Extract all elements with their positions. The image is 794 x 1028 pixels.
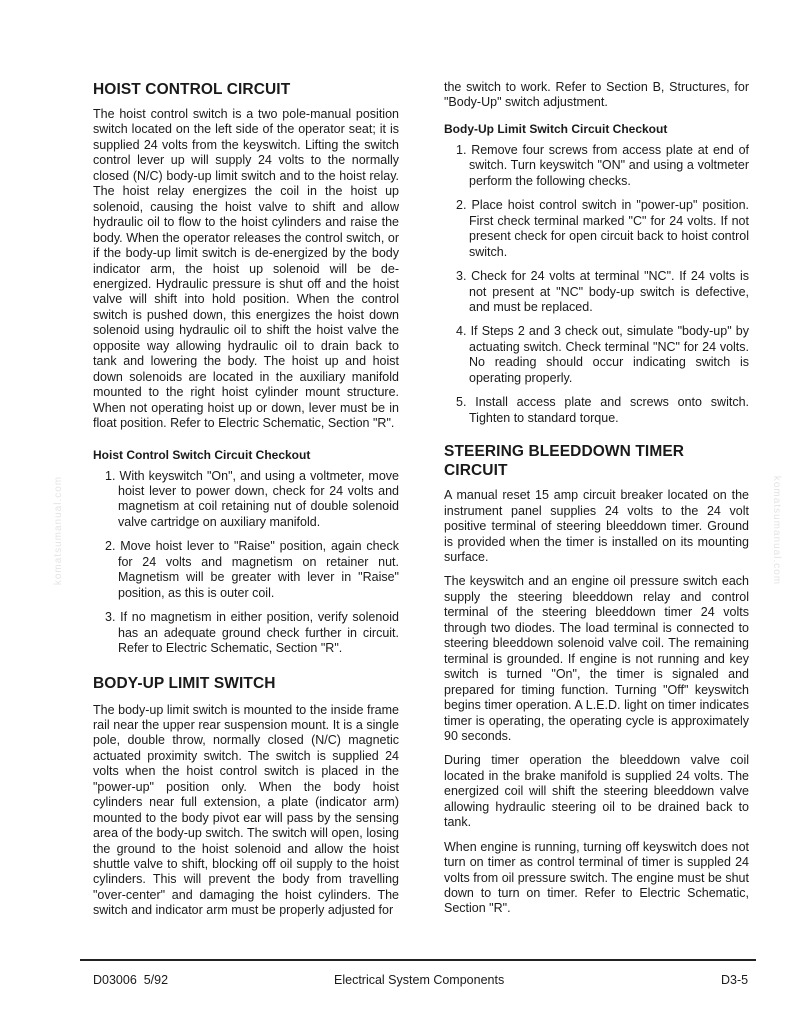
watermark-right: komatsumanual.com	[771, 475, 783, 586]
hoist-control-paragraph: The hoist control switch is a two pole-manual position switch located on the left side of the operator seat; it is supplied 24 volts from the keyswitch. Lifting the switch control lever up will supply 24 volts to the normally closed (N/C) body-up limit switch and to the hoist relay. The hoist relay energizes the coil in the hoist up solenoid, causing the hoist valve to shift and allow hydraulic oil to flow to the hoist cylinders and raise the body. When the operator releases the control switch, or if the body-up limit switch is de-energized by the body indicator arm, the hoist up solenoid will be de-energized. Hydraulic pressure is shut off and the hoist valve will shift into hold position. When the control switch is pushed down, this energizes the hoist down solenoid using hydraulic oil to shift the hoist valve the opposite way allowing hydraulic oil to drain back to tank and lowering the body. The hoist up and hoist down solenoids are located in the auxiliary manifold mounted to the right hoist cylinder mount structure. When not operating hoist up or down, lever must be in float position. Refer to Electric Schematic, Section "R".	[93, 107, 399, 431]
steering-paragraph-3: During timer operation the bleeddown valve coil located in the brake manifold is supplied 24 volts. The energized coil will shift the steering bleeddown valve allowing hydraulic steering oil to be drained back to tank.	[444, 753, 749, 830]
list-item: 4. If Steps 2 and 3 check out, simulate "body-up" by actuating switch. Check terminal "NC" for 24 volts. No reading should occur indicating switch is operating properly.	[456, 324, 749, 385]
list-item: 2. Move hoist lever to "Raise" position, again check for 24 volts and magnetism on retainer nut. Magnetism will be greater with lever in "Raise" position, as this is outer coil.	[105, 539, 399, 600]
body-up-limit-switch-heading: BODY-UP LIMIT SWITCH	[93, 674, 276, 692]
hoist-control-circuit-heading: HOIST CONTROL CIRCUIT	[93, 81, 291, 98]
list-item: 3. If no magnetism in either position, verify solenoid has an adequate ground check further in circuit. Refer to Electric Schematic, Section "R".	[105, 610, 399, 656]
body-up-paragraph: The body-up limit switch is mounted to the inside frame rail near the upper rear suspension mount. It is a single pole, double throw, normally closed (N/C) magnetic actuated proximity switch. The switch is supplied 24 volts when the hoist control switch is placed in the "power-up" position only. When the body hoist cylinders near full extension, a plate (indicator arm) mounted to the body pivot ear will pass by the sensing area of the body-up switch. The switch will open, losing the ground to the hoist solenoid and allow the hoist shuttle valve to shift, blocking off oil supply to the hoist cylinders. This will prevent the body from travelling "over-center" and damaging the hoist cylinders. The switch and indicator arm must be properly adjusted for	[93, 702, 399, 918]
right-column	[444, 80, 749, 917]
steering-paragraph-1: A manual reset 15 amp circuit breaker located on the instrument panel supplies 24 volts to the 24 volt positive terminal of steering bleeddown timer. Ground is provided when the timer is installed on its mounting surface.	[444, 488, 749, 564]
footer-title: Electrical System Components	[334, 973, 505, 987]
body-up-checkout-steps	[444, 143, 749, 426]
steering-paragraph-4: When engine is running, turning off keyswitch does not turn on timer as control terminal of timer is suppled 24 volts from oil pressure switch. The engine must be shut down to turn on timer. Refer to Electric Schematic, Section "R".	[444, 839, 749, 916]
list-item: 3. Check for 24 volts at terminal "NC". If 24 volts is not present at "NC" body-up switch is defective, and must be replaced.	[456, 269, 749, 314]
steering-paragraph-2: The keyswitch and an engine oil pressure switch each supply the steering bleeddown relay and control terminal of the steering bleeddown timer 24 volts through two diodes. The load terminal is connected to steering bleeddown solenoid valve coil. The remaining terminal is grounded. If engine is not running and key switch is turned "On", the timer is signaled and prepared for timing function. Turning "Off" keyswitch begins timer operation. A L.E.D. light on timer indicates timer is operating, the operating cycle is approximately 90 seconds.	[444, 574, 749, 743]
watermark-left: komatsumanual.com	[53, 475, 65, 586]
footer-page-number: D3-5	[721, 973, 749, 987]
left-column	[93, 80, 399, 919]
hoist-checkout-heading: Hoist Control Switch Circuit Checkout	[93, 447, 311, 462]
body-up-paragraph-continued: the switch to work. Refer to Section B, Structures, for "Body-Up" switch adjustment.	[444, 80, 749, 110]
body-up-checkout-heading: Body-Up Limit Switch Circuit Checkout	[444, 121, 668, 136]
list-item: 5. Install access plate and screws onto switch. Tighten to standard torque.	[456, 395, 749, 425]
footer-divider	[80, 959, 756, 961]
list-item: 1. Remove four screws from access plate at end of switch. Turn keyswitch "ON" and using a voltmeter perform the following checks.	[456, 142, 749, 188]
list-item: 1. With keyswitch "On", and using a voltmeter, move hoist lever to power down, check for 24 volts and magnetism at coil retaining nut of double solenoid valve cartridge on auxiliary manifold.	[105, 468, 399, 529]
hoist-checkout-steps	[93, 469, 399, 657]
list-item: 2. Place hoist control switch in "power-up" position. First check terminal marked "C" for 24 volts. If not present check for open circuit back to hoist control switch.	[456, 198, 749, 259]
footer-document-code: D03006 5/92	[93, 973, 169, 987]
steering-bleeddown-timer-heading: STEERING BLEEDDOWN TIMER CIRCUIT	[444, 443, 685, 480]
